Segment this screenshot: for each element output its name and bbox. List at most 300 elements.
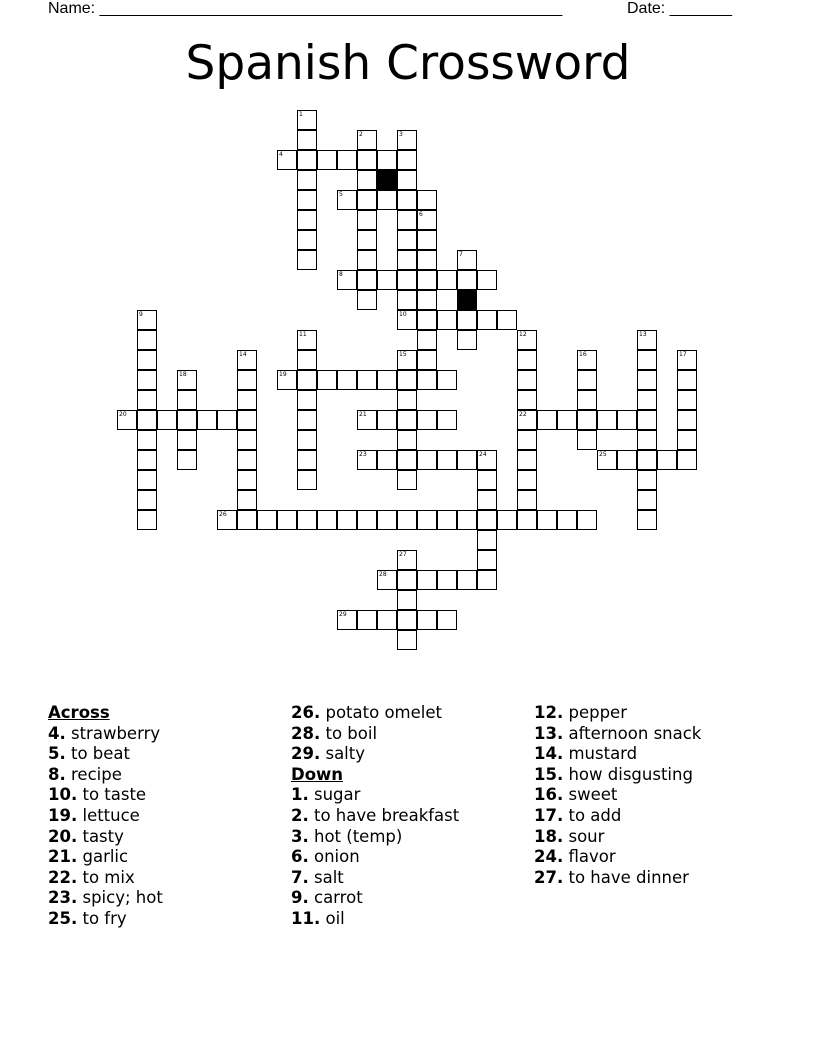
grid-cell[interactable] [417, 510, 437, 530]
grid-cell[interactable] [377, 610, 397, 630]
grid-cell[interactable] [397, 210, 417, 230]
clue-number: 11 [299, 331, 307, 338]
grid-cell[interactable] [197, 410, 217, 430]
grid-cell[interactable] [177, 370, 197, 390]
grid-cell[interactable] [137, 370, 157, 390]
clue-item-text: spicy; hot [77, 888, 163, 908]
grid-cell[interactable] [577, 510, 597, 530]
clue-number: 3 [399, 131, 403, 138]
grid-cell[interactable] [237, 410, 257, 430]
grid-cell[interactable] [517, 410, 537, 430]
grid-cell[interactable] [297, 470, 317, 490]
grid-cell[interactable] [497, 510, 517, 530]
grid-cell[interactable] [357, 230, 377, 250]
grid-cell[interactable] [357, 290, 377, 310]
grid-cell[interactable] [157, 410, 177, 430]
grid-cell[interactable] [517, 510, 537, 530]
clue-number: 26 [219, 511, 227, 518]
clue-item [291, 703, 459, 724]
clue-number: 17 [679, 351, 687, 358]
grid-cell[interactable] [677, 430, 697, 450]
clue-item-number: 17. [534, 805, 564, 825]
grid-cell[interactable] [397, 550, 417, 570]
grid-cell[interactable] [297, 170, 317, 190]
grid-cell[interactable] [177, 390, 197, 410]
clue-item [534, 765, 701, 786]
grid-cell[interactable] [477, 530, 497, 550]
clue-item-text: to have dinner [563, 867, 689, 887]
clue-item [48, 909, 163, 930]
clue-item-text: strawberry [65, 723, 161, 743]
grid-cell[interactable] [237, 510, 257, 530]
clue-item-number: 3. [291, 826, 309, 846]
grid-cell[interactable] [397, 230, 417, 250]
grid-cell[interactable] [517, 370, 537, 390]
grid-cell[interactable] [397, 290, 417, 310]
clue-item [48, 785, 163, 806]
clue-item [534, 724, 701, 745]
clue-item [291, 868, 459, 889]
grid-cell[interactable] [397, 350, 417, 370]
grid-cell[interactable] [657, 450, 677, 470]
grid-cell[interactable] [577, 350, 597, 370]
grid-cell[interactable] [297, 190, 317, 210]
grid-cell[interactable] [477, 490, 497, 510]
grid-cell[interactable] [437, 610, 457, 630]
grid-cell[interactable] [357, 370, 377, 390]
grid-cell[interactable] [357, 150, 377, 170]
grid-cell[interactable] [337, 270, 357, 290]
clue-item [48, 765, 163, 786]
grid-cell[interactable] [297, 130, 317, 150]
clue-item-text: to boil [320, 723, 378, 743]
grid-cell[interactable] [417, 350, 437, 370]
grid-cell[interactable] [417, 210, 437, 230]
grid-cell[interactable] [397, 410, 417, 430]
grid-cell[interactable] [237, 350, 257, 370]
clue-item [48, 868, 163, 889]
grid-cell[interactable] [377, 510, 397, 530]
clue-item [48, 847, 163, 868]
grid-cell[interactable] [317, 510, 337, 530]
grid-cell[interactable] [237, 470, 257, 490]
grid-cell[interactable] [637, 470, 657, 490]
clue-item [291, 744, 459, 765]
clue-item-text: sugar [308, 785, 361, 805]
clue-item [291, 847, 459, 868]
grid-cell[interactable] [337, 190, 357, 210]
grid-cell[interactable] [177, 430, 197, 450]
clue-item-number: 9. [291, 888, 309, 908]
clue-item [534, 847, 701, 868]
clue-item-number: 10. [48, 785, 78, 805]
grid-cell[interactable] [137, 350, 157, 370]
grid-cell[interactable] [637, 330, 657, 350]
date-field-label: Date: _______ [627, 0, 732, 17]
clue-item-number: 24. [534, 847, 564, 867]
grid-cell[interactable] [437, 510, 457, 530]
grid-cell[interactable] [357, 510, 377, 530]
grid-cell[interactable] [677, 390, 697, 410]
clue-item [291, 785, 459, 806]
clue-item-number: 8. [48, 764, 66, 784]
clue-item-text: carrot [308, 888, 363, 908]
grid-cell[interactable] [297, 390, 317, 410]
grid-cell[interactable] [477, 270, 497, 290]
grid-cell[interactable] [277, 510, 297, 530]
grid-cell[interactable] [397, 270, 417, 290]
grid-cell[interactable] [457, 510, 477, 530]
grid-cell[interactable] [137, 410, 157, 430]
grid-cell[interactable] [517, 330, 537, 350]
clue-item-text: to mix [77, 867, 135, 887]
clue-item [534, 703, 701, 724]
grid-cell[interactable] [137, 510, 157, 530]
grid-cell[interactable] [517, 390, 537, 410]
clue-item-number: 13. [534, 723, 564, 743]
clue-item-text: afternoon snack [563, 723, 702, 743]
clue-number: 18 [179, 371, 187, 378]
grid-cell[interactable] [417, 270, 437, 290]
grid-cell[interactable] [517, 350, 537, 370]
grid-cell[interactable] [357, 170, 377, 190]
grid-cell[interactable] [357, 450, 377, 470]
grid-cell[interactable] [237, 490, 257, 510]
grid-cell[interactable] [397, 250, 417, 270]
clue-item [48, 888, 163, 909]
grid-cell[interactable] [297, 150, 317, 170]
clue-item-number: 1. [291, 785, 309, 805]
grid-cell[interactable] [177, 450, 197, 470]
grid-cell[interactable] [517, 430, 537, 450]
grid-cell[interactable] [637, 490, 657, 510]
grid-cell[interactable] [637, 370, 657, 390]
clue-item-number: 29. [291, 744, 321, 764]
grid-block [377, 170, 397, 190]
grid-cell[interactable] [637, 350, 657, 370]
clue-number: 14 [239, 351, 247, 358]
clue-item-text: sour [563, 826, 605, 846]
grid-cell[interactable] [477, 310, 497, 330]
grid-cell[interactable] [337, 510, 357, 530]
clue-item-number: 28. [291, 723, 321, 743]
grid-cell[interactable] [377, 150, 397, 170]
grid-cell[interactable] [677, 370, 697, 390]
grid-cell[interactable] [437, 370, 457, 390]
grid-cell[interactable] [317, 150, 337, 170]
grid-cell[interactable] [117, 410, 137, 430]
clue-item-number: 4. [48, 723, 66, 743]
grid-cell[interactable] [237, 450, 257, 470]
clue-item-text: mustard [563, 744, 638, 764]
clue-number: 15 [399, 351, 407, 358]
grid-cell[interactable] [137, 450, 157, 470]
grid-cell[interactable] [177, 410, 197, 430]
clue-item-text: to fry [77, 908, 127, 928]
clue-item [534, 785, 701, 806]
grid-cell[interactable] [457, 450, 477, 470]
grid-cell[interactable] [677, 450, 697, 470]
grid-cell[interactable] [377, 450, 397, 470]
clue-number: 29 [339, 611, 347, 618]
clue-number: 23 [359, 451, 367, 458]
grid-cell[interactable] [237, 430, 257, 450]
grid-cell[interactable] [377, 270, 397, 290]
grid-cell[interactable] [357, 410, 377, 430]
grid-cell[interactable] [477, 510, 497, 530]
grid-cell[interactable] [677, 350, 697, 370]
grid-cell[interactable] [137, 310, 157, 330]
clue-number: 28 [379, 571, 387, 578]
clue-item-number: 15. [534, 764, 564, 784]
clue-column-1 [48, 703, 163, 930]
clue-item-text: tasty [77, 826, 124, 846]
grid-cell[interactable] [397, 310, 417, 330]
name-field-label: Name: ____________________________________________________ [48, 0, 563, 17]
grid-cell[interactable] [357, 190, 377, 210]
grid-cell[interactable] [417, 570, 437, 590]
grid-cell[interactable] [417, 310, 437, 330]
clue-item-number: 23. [48, 888, 78, 908]
grid-cell[interactable] [257, 510, 277, 530]
grid-cell[interactable] [297, 330, 317, 350]
grid-cell[interactable] [637, 510, 657, 530]
clue-item-text: flavor [563, 847, 616, 867]
clue-item [48, 827, 163, 848]
clue-item-number: 2. [291, 805, 309, 825]
clue-number: 4 [279, 151, 283, 158]
grid-cell[interactable] [477, 470, 497, 490]
clue-item [534, 806, 701, 827]
grid-cell[interactable] [497, 310, 517, 330]
clue-item-text: potato omelet [320, 703, 442, 722]
grid-cell[interactable] [397, 150, 417, 170]
clue-item-number: 20. [48, 826, 78, 846]
grid-cell[interactable] [417, 290, 437, 310]
grid-cell[interactable] [577, 410, 597, 430]
clue-item-number: 22. [48, 867, 78, 887]
grid-cell[interactable] [517, 490, 537, 510]
grid-cell[interactable] [437, 570, 457, 590]
clue-item-number: 7. [291, 867, 309, 887]
clue-item [534, 744, 701, 765]
clue-number: 20 [119, 411, 127, 418]
grid-cell[interactable] [397, 130, 417, 150]
page-title: Spanish Crossword [185, 36, 631, 91]
grid-cell[interactable] [357, 210, 377, 230]
grid-cell[interactable] [517, 470, 537, 490]
grid-cell[interactable] [637, 430, 657, 450]
clue-item [291, 827, 459, 848]
grid-cell[interactable] [357, 610, 377, 630]
grid-cell[interactable] [317, 370, 337, 390]
grid-cell[interactable] [217, 510, 237, 530]
grid-cell[interactable] [297, 230, 317, 250]
grid-cell[interactable] [457, 330, 477, 350]
grid-cell[interactable] [457, 310, 477, 330]
grid-block [457, 290, 477, 310]
grid-cell[interactable] [237, 370, 257, 390]
grid-cell[interactable] [297, 410, 317, 430]
clue-item-number: 14. [534, 744, 564, 764]
grid-cell[interactable] [537, 410, 557, 430]
grid-cell[interactable] [377, 370, 397, 390]
clue-section-heading: Down [291, 764, 344, 784]
grid-cell[interactable] [597, 410, 617, 430]
clue-item [534, 827, 701, 848]
grid-cell[interactable] [397, 370, 417, 390]
grid-cell[interactable] [337, 370, 357, 390]
grid-cell[interactable] [637, 390, 657, 410]
grid-cell[interactable] [137, 490, 157, 510]
grid-cell[interactable] [297, 250, 317, 270]
grid-cell[interactable] [397, 430, 417, 450]
clue-item-number: 12. [534, 703, 564, 722]
grid-cell[interactable] [577, 430, 597, 450]
grid-cell[interactable] [477, 570, 497, 590]
grid-cell[interactable] [537, 510, 557, 530]
grid-cell[interactable] [457, 250, 477, 270]
clue-item-text: to add [563, 805, 622, 825]
grid-cell[interactable] [137, 390, 157, 410]
clue-number: 21 [359, 411, 367, 418]
grid-cell[interactable] [577, 370, 597, 390]
grid-cell[interactable] [297, 110, 317, 130]
grid-cell[interactable] [337, 610, 357, 630]
clue-item-text: to taste [77, 785, 147, 805]
clue-item-number: 27. [534, 867, 564, 887]
grid-cell[interactable] [417, 230, 437, 250]
clue-item-number: 19. [48, 805, 78, 825]
grid-cell[interactable] [277, 150, 297, 170]
grid-cell[interactable] [477, 550, 497, 570]
clue-item-text: salty [320, 744, 366, 764]
grid-cell[interactable] [397, 630, 417, 650]
clue-item [291, 888, 459, 909]
clue-item [534, 868, 701, 889]
clue-number: 25 [599, 451, 607, 458]
grid-cell[interactable] [297, 450, 317, 470]
grid-cell[interactable] [357, 250, 377, 270]
clue-column-2 [291, 703, 459, 930]
clue-item-number: 16. [534, 785, 564, 805]
grid-cell[interactable] [417, 190, 437, 210]
clue-number: 16 [579, 351, 587, 358]
grid-cell[interactable] [477, 450, 497, 470]
clue-number: 5 [339, 191, 343, 198]
grid-cell[interactable] [437, 450, 457, 470]
grid-cell[interactable] [397, 450, 417, 470]
grid-cell[interactable] [417, 410, 437, 430]
clue-item [291, 724, 459, 745]
grid-cell[interactable] [357, 130, 377, 150]
clue-item-number: 5. [48, 744, 66, 764]
grid-cell[interactable] [237, 390, 257, 410]
grid-cell[interactable] [397, 470, 417, 490]
grid-cell[interactable] [417, 370, 437, 390]
clue-number: 27 [399, 551, 407, 558]
grid-cell[interactable] [617, 450, 637, 470]
grid-cell[interactable] [457, 270, 477, 290]
grid-cell[interactable] [397, 570, 417, 590]
grid-cell[interactable] [617, 410, 637, 430]
grid-cell[interactable] [557, 410, 577, 430]
grid-cell[interactable] [297, 350, 317, 370]
clue-item-text: hot (temp) [308, 826, 403, 846]
grid-cell[interactable] [417, 250, 437, 270]
clue-item [291, 909, 459, 930]
clue-number: 8 [339, 271, 343, 278]
grid-cell[interactable] [637, 450, 657, 470]
clue-item-text: oil [320, 908, 345, 928]
grid-cell[interactable] [397, 390, 417, 410]
grid-cell[interactable] [677, 410, 697, 430]
clue-item-text: garlic [77, 847, 129, 867]
grid-cell[interactable] [637, 410, 657, 430]
clue-section-heading: Across [48, 703, 110, 722]
grid-cell[interactable] [557, 510, 577, 530]
grid-cell[interactable] [417, 610, 437, 630]
clue-item-number: 21. [48, 847, 78, 867]
clue-item-text: to beat [65, 744, 131, 764]
grid-cell[interactable] [437, 310, 457, 330]
grid-cell[interactable] [397, 170, 417, 190]
clue-item-number: 25. [48, 908, 78, 928]
grid-cell[interactable] [577, 390, 597, 410]
grid-cell[interactable] [397, 610, 417, 630]
grid-cell[interactable] [377, 570, 397, 590]
grid-cell[interactable] [417, 450, 437, 470]
clue-item-text: recipe [65, 764, 122, 784]
grid-cell[interactable] [297, 210, 317, 230]
clue-item-number: 18. [534, 826, 564, 846]
clue-item-text: lettuce [77, 805, 140, 825]
grid-cell[interactable] [137, 330, 157, 350]
grid-cell[interactable] [297, 430, 317, 450]
clue-number: 6 [419, 211, 423, 218]
grid-cell[interactable] [337, 150, 357, 170]
grid-cell[interactable] [437, 410, 457, 430]
grid-cell[interactable] [517, 450, 537, 470]
grid-cell[interactable] [357, 270, 377, 290]
grid-cell[interactable] [297, 510, 317, 530]
clue-item-number: 11. [291, 908, 321, 928]
clue-column-3 [534, 703, 701, 888]
grid-cell[interactable] [397, 590, 417, 610]
grid-cell[interactable] [417, 330, 437, 350]
clue-item [291, 806, 459, 827]
grid-cell[interactable] [377, 190, 397, 210]
clue-number: 10 [399, 311, 407, 318]
grid-cell[interactable] [137, 430, 157, 450]
grid-cell[interactable] [297, 370, 317, 390]
grid-cell[interactable] [437, 270, 457, 290]
grid-cell[interactable] [397, 510, 417, 530]
grid-cell[interactable] [217, 410, 237, 430]
grid-cell[interactable] [397, 190, 417, 210]
grid-cell[interactable] [137, 470, 157, 490]
grid-cell[interactable] [457, 570, 477, 590]
clue-number: 19 [279, 371, 287, 378]
clue-item-text: salt [308, 867, 344, 887]
clue-item-text: onion [308, 847, 360, 867]
clue-number: 12 [519, 331, 527, 338]
grid-cell[interactable] [377, 410, 397, 430]
grid-cell[interactable] [597, 450, 617, 470]
clue-number: 7 [459, 251, 463, 258]
grid-cell[interactable] [277, 370, 297, 390]
clue-item [48, 724, 163, 745]
